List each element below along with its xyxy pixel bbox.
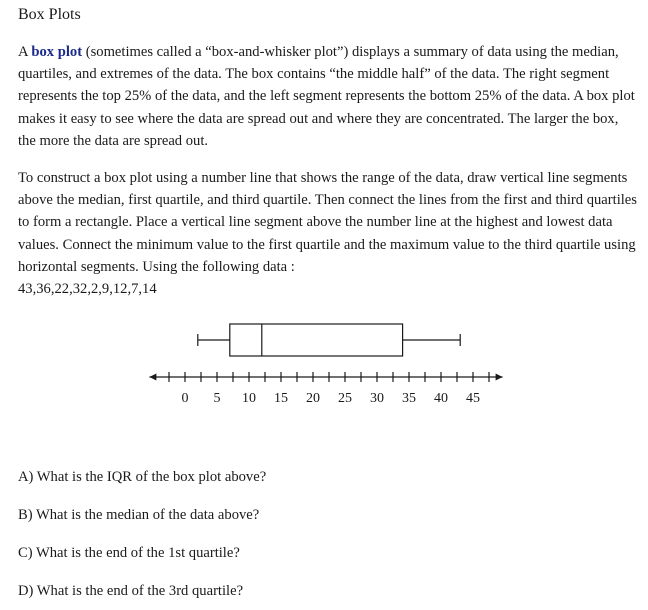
page-title: Box Plots	[18, 6, 81, 23]
tick-label: 20	[306, 391, 320, 406]
intro-text: (sometimes called a “box-and-whisker plot”) displays a summary of data using the median, quartiles, and extremes of the data. The box contains “the middle half” of the data. The right segment represents the top 25% of the data, and the left segment represents the bottom 25% of the data. A box plot makes it easy to see where the data are spread out and where they are concentrated. The larger the box, the more the data are spread out.	[18, 44, 635, 149]
tick-label: 40	[434, 391, 448, 406]
tick-label: 35	[402, 391, 416, 406]
tick-label: 30	[370, 391, 384, 406]
tick-label: 10	[242, 391, 256, 406]
question-b: B) What is the median of the data above?	[18, 507, 260, 523]
tick-label: 45	[466, 391, 480, 406]
box-plot-term: box plot	[31, 44, 83, 60]
intro-paragraph	[18, 41, 638, 152]
box-plot-figure	[0, 310, 648, 420]
question-d: D) What is the end of the 3rd quartile?	[18, 583, 244, 599]
construct-text: To construct a box plot using a number line that shows the range of the data, draw vertical line segments above the median, first quartile, and third quartile. Then connect the lines from the first and third quartiles to form a rectangle. Place a vertical line segment above the number line at the highest and lowest data values. Connect the minimum value to the first quartile and the maximum value to the third quartile using horizontal segments. Using the following data :	[18, 170, 637, 275]
construct-paragraph	[18, 167, 638, 300]
data-list: 43,36,22,32,2,9,12,7,14	[18, 281, 157, 298]
question-a: A) What is the IQR of the box plot above?	[18, 469, 267, 485]
intro-prefix: A	[18, 44, 32, 60]
right-arrowhead	[496, 374, 503, 381]
tick-label: 15	[274, 391, 288, 406]
tick-label: 5	[213, 391, 221, 406]
tick-label: 25	[338, 391, 352, 406]
question-c: C) What is the end of the 1st quartile?	[18, 545, 240, 561]
left-arrowhead	[149, 374, 156, 381]
tick-label: 0	[181, 391, 189, 406]
iqr-box	[230, 324, 403, 356]
